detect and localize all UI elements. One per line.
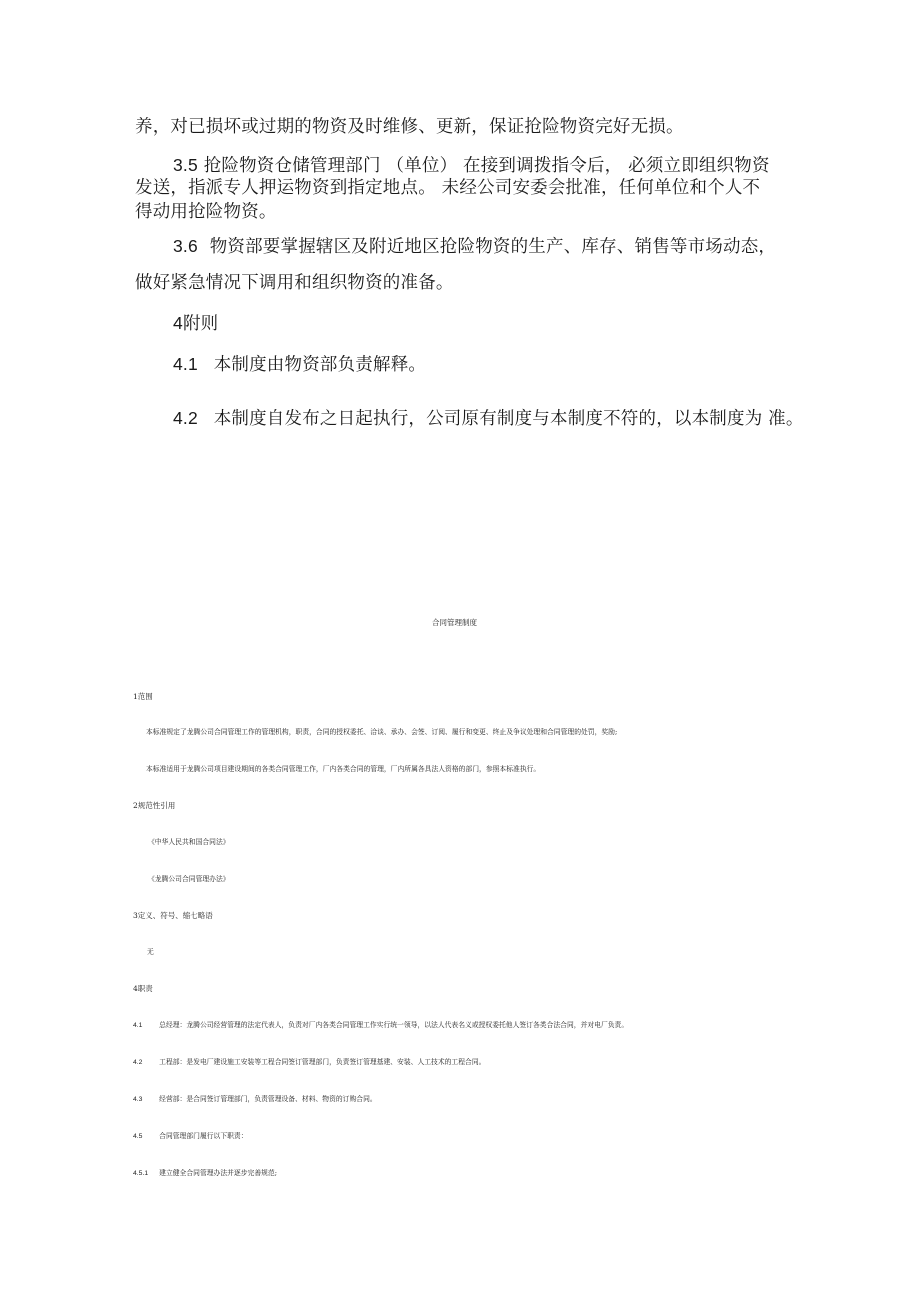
section-number: 4 [173,313,183,333]
duty-item-4-2 [133,1059,485,1067]
item-number: 4.2 [133,1059,143,1066]
paragraph-4-1 [173,356,426,375]
reference-item: 《中华人民共和国合同法》 [148,838,230,846]
paragraph-3-5-line-1 [173,157,770,176]
item-text: 经营部：是合同签订管理部门，负责管理设备、材料、物资的订购合同。 [159,1095,377,1103]
clause-number: 4.2 [173,408,198,428]
item-number: 4.3 [133,1096,143,1103]
clause-number: 3.5 [173,155,198,175]
duty-item-4-3 [133,1096,377,1104]
item-text: 建立健全合同管理办法并逐步完善规范; [159,1169,278,1177]
clause-text: 物资部要掌握辖区及附近地区抢险物资的生产、库存、销售等市场动态， [209,237,777,257]
item-text: 合同管理部门履行以下职责： [159,1132,248,1140]
section-4-heading [173,315,218,334]
paragraph-4-2 [173,410,804,429]
clause-text: 本制度自发布之日起执行，公司原有制度与本制度不符的，以本制度为 准。 [213,409,804,429]
reference-item: 《龙腾公司合同管理办法》 [148,875,230,883]
paragraph-3-6-line-1 [173,238,776,257]
paragraph-3-5-line-2: 发送，指派专人押运物资到指定地点。 未经公司安委会批准，任何单位和个人不 [135,178,761,198]
section-3-paragraph: 无 [147,948,154,956]
document-title: 合同管理制度 [432,618,477,627]
paragraph-3-5-line-3: 得动用抢险物资。 [135,202,277,222]
section-heading-1: 1范围 [133,692,153,701]
clause-text: 本制度由物资部负责解释。 [213,355,427,375]
section-heading-4: 4职责 [133,984,153,993]
clause-number: 3.6 [173,236,198,256]
paragraph-line: 养，对已损坏或过期的物资及时维修、更新，保证抢险物资完好无损。 [135,117,684,137]
section-1-paragraph-2: 本标准适用于龙腾公司项目建设期间的各类合同管理工作，厂内各类合同的管理，厂内所属各具法人资格的部门，参照本标准执行。 [146,765,541,773]
clause-text: 抢险物资仓储管理部门 （单位） 在接到调拨指令后， 必须立即组织物资 [203,156,770,176]
duty-item-4-1 [133,1022,628,1030]
item-number: 4.5 [133,1133,143,1140]
paragraph-3-6-line-2: 做好紧急情况下调用和组织物资的准备。 [135,273,454,293]
item-number: 4.1 [133,1022,143,1029]
item-number: 4.5.1 [133,1170,149,1177]
section-1-paragraph-1: 本标准规定了龙腾公司合同管理工作的管理机构，职责，合同的授权委托、洽谈、承办、会签、订阅、履行和变更、终止及争议处理和合同管理的处罚，奖励; [146,728,618,736]
duty-item-4-5-1 [133,1170,277,1178]
duty-item-4-5 [133,1133,248,1141]
section-heading-2: 2规范性引用 [133,801,176,810]
item-text: 总经理：龙腾公司经营管理的法定代表人，负责对厂内各类合同管理工作实行统一领导，以法人代表名义或授权委托他人签订各类合法合同，并对电厂负责。 [159,1021,629,1029]
section-heading-3: 3定义、符号、缩七略语 [133,911,213,920]
section-title: 附则 [182,314,219,334]
clause-number: 4.1 [173,354,198,374]
item-text: 工程部：是发电厂建设施工安装等工程合同签订管理部门，负责签订管理基建、安装、人工技术的工程合同。 [159,1058,486,1066]
